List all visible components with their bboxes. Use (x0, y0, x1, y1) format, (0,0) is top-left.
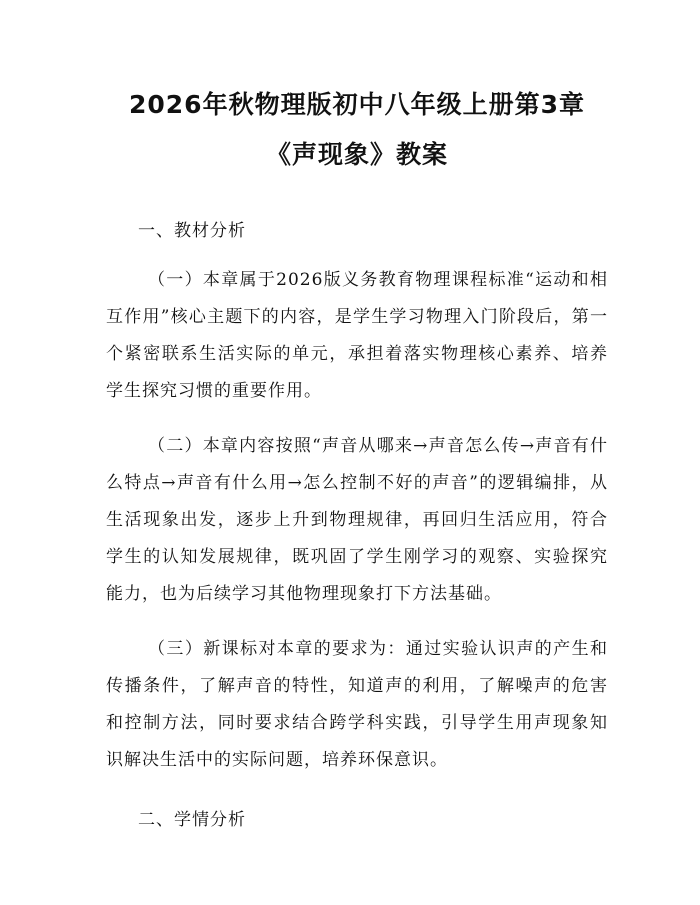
document-title: 2026年秋物理版初中八年级上册第3章《声现象》教案 (129, 90, 585, 169)
section-heading-teaching-material-analysis: 一、教材分析 (138, 221, 246, 241)
section-heading-student-analysis: 二、学情分析 (138, 810, 246, 830)
paragraph-2: （二）本章内容按照“声音从哪来→声音怎么传→声音有什么特点→声音有什么用→怎么控制不好的声音”的逻辑编排，从生活现象出发，逐步上升到物理规律，再回归生活应用，符合学生的认知发展规律，既巩固了学生刚学习的观察、实验探究能力，也为后续学习其他物理现象打下方法基础。 (106, 436, 608, 604)
paragraph-3: （三）新课标对本章的要求为：通过实验认识声的产生和传播条件，了解声音的特性，知道声的利用，了解噪声的危害和控制方法，同时要求结合跨学科实践，引导学生用声现象知识解决生活中的实际问题，培养环保意识。 (106, 639, 608, 770)
paragraph-1: （一）本章属于2026版义务教育物理课程标准“运动和相互作用”核心主题下的内容，是学生学习物理入门阶段后，第一个紧密联系生活实际的单元，承担着落实物理核心素养、培养学生探究习惯的重要作用。 (106, 270, 608, 401)
